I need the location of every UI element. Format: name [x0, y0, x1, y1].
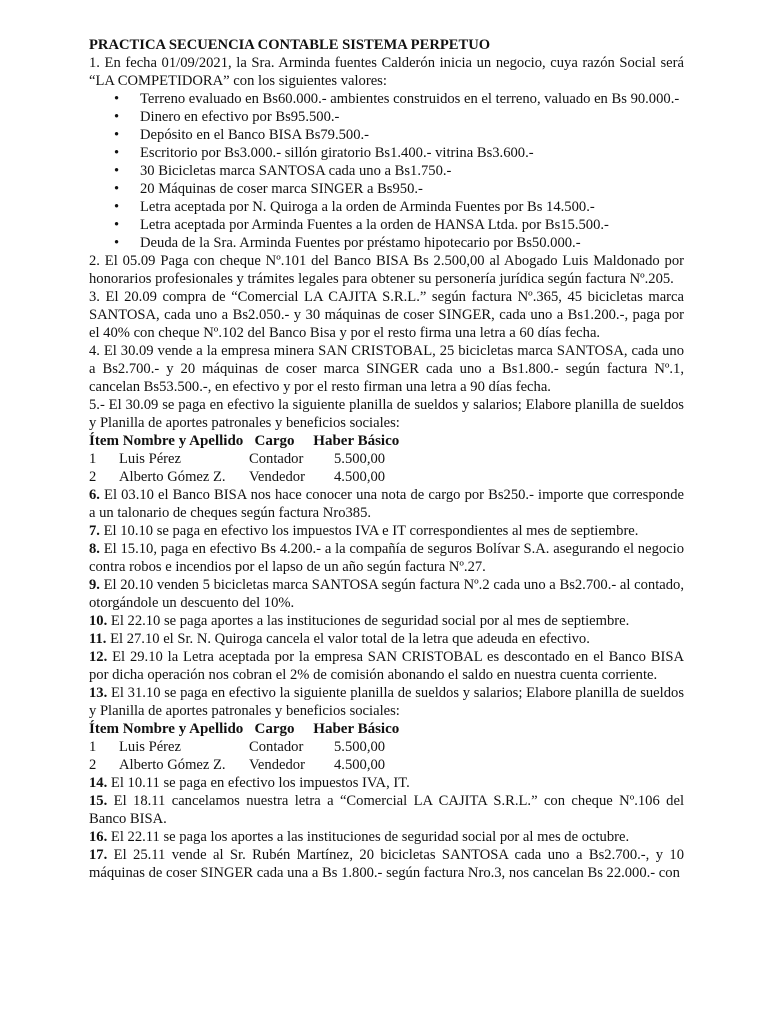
- paragraph-1: 1. En fecha 01/09/2021, la Sra. Arminda fuentes Calderón inicia un negocio, cuya razón Social será “LA COMPETIDORA” con los siguientes valores:: [89, 55, 684, 89]
- table-cell-item: 1: [89, 451, 97, 467]
- bullet-item: • Letra aceptada por Arminda Fuentes a la orden de HANSA Ltda. por Bs15.500.-: [114, 216, 684, 234]
- bullet-item: • Deuda de la Sra. Arminda Fuentes por préstamo hipotecario por Bs50.000.-: [114, 234, 684, 252]
- numbered-item: 6. El 03.10 el Banco BISA nos hace conocer una nota de cargo por Bs250.- importe que corresponde a un talonario de cheques según factura Nro385.: [89, 487, 684, 521]
- table-cell-name: Luis Pérez: [119, 739, 182, 755]
- table-cell-item: 1: [89, 739, 97, 755]
- table-cell-cargo: Contador: [249, 739, 304, 755]
- bullet-item: • Depósito en el Banco BISA Bs79.500.-: [114, 126, 684, 144]
- paragraph-4: 4. El 30.09 vende a la empresa minera SAN CRISTOBAL, 25 bicicletas marca SANTOSA, cada uno a Bs2.700.- y 20 máquinas de coser marca SINGER cada uno a Bs1.800.- según factura Nº.1, cancelan Bs53.500.-, en efectivo y por el resto firman una letra a 90 días fecha.: [89, 343, 684, 395]
- table-row: [89, 738, 684, 756]
- table-cell-name: Alberto Gómez Z.: [119, 757, 226, 773]
- numbered-item: 16. El 22.11 se paga los aportes a las instituciones de seguridad social por al mes de octubre.: [89, 829, 630, 845]
- numbered-item: 11. El 27.10 el Sr. N. Quiroga cancela el valor total de la letra que adeuda en efectivo.: [89, 631, 590, 647]
- table-cell-cargo: Vendedor: [249, 469, 305, 485]
- numbered-item: 9. El 20.10 venden 5 bicicletas marca SANTOSA según factura Nº.2 cada uno a Bs2.700.- al contado, otorgándole un descuento del 10%.: [89, 577, 684, 611]
- numbered-item: 8. El 15.10, paga en efectivo Bs 4.200.- a la compañía de seguros Bolívar S.A. asegurando el negocio contra robos e incendios por el lapso de un año según factura Nº.27.: [89, 541, 684, 575]
- numbered-item: 14. El 10.11 se paga en efectivo los impuestos IVA, IT.: [89, 775, 410, 791]
- paragraph-5: 5.- El 30.09 se paga en efectivo la siguiente planilla de sueldos y salarios; Elabore planilla de sueldos y Planilla de aportes patronales y beneficios sociales:: [89, 397, 684, 431]
- numbered-item: 15. El 18.11 cancelamos nuestra letra a “Comercial LA CAJITA S.R.L.” con cheque Nº.106 del Banco BISA.: [89, 793, 684, 827]
- numbered-item: 17. El 25.11 vende al Sr. Rubén Martínez, 20 bicicletas SANTOSA cada uno a Bs2.700.-, y 10 máquinas de coser SINGER cada una a Bs 1.800.- según factura Nro.3, nos cancelan Bs 22.000.- con: [89, 847, 684, 881]
- initial-assets-list: [89, 90, 684, 252]
- numbered-item: 10. El 22.10 se paga aportes a las instituciones de seguridad social por al mes de septiembre.: [89, 613, 630, 629]
- table-row: [89, 450, 684, 468]
- paragraph-2: 2. El 05.09 Paga con cheque Nº.101 del Banco BISA Bs 2.500,00 al Abogado Luis Maldonado por honorarios profesionales y trámites legales para obtener su personería jurídica según factura Nº.205.: [89, 253, 684, 287]
- document-title: PRACTICA SECUENCIA CONTABLE SISTEMA PERPETUO: [89, 37, 491, 53]
- table-cell-name: Luis Pérez: [119, 451, 182, 467]
- bullet-item: • Terreno evaluado en Bs60.000.- ambientes construidos en el terreno, valuado en Bs 90.000.-: [114, 90, 684, 108]
- table-cell-item: 2: [89, 757, 97, 773]
- table-cell-haber: 4.500,00: [334, 757, 386, 773]
- paragraph-3: 3. El 20.09 compra de “Comercial LA CAJITA S.R.L.” según factura Nº.365, 45 bicicletas marca SANTOSA, cada uno a Bs2.050.- y 30 máquinas de coser SINGER, cada uno a Bs1.200.-, paga por el 40% con cheque Nº.102 del Banco Bisa y por el resto firma una letra a 60 días fecha.: [89, 289, 684, 341]
- table-cell-cargo: Contador: [249, 451, 304, 467]
- table-row: [89, 468, 684, 486]
- table-cell-haber: 4.500,00: [334, 469, 386, 485]
- numbered-item: 7. El 10.10 se paga en efectivo los impuestos IVA e IT correspondientes al mes de septiembre.: [89, 523, 639, 539]
- table-cell-cargo: Vendedor: [249, 757, 305, 773]
- bullet-item: • 20 Máquinas de coser marca SINGER a Bs950.-: [114, 180, 684, 198]
- payroll-table-2-header: Ítem Nombre y Apellido Cargo Haber Básico: [89, 721, 400, 737]
- payroll-table-1-header: Ítem Nombre y Apellido Cargo Haber Básico: [89, 433, 400, 449]
- table-row: [89, 756, 684, 774]
- bullet-item: • Dinero en efectivo por Bs95.500.-: [114, 108, 684, 126]
- table-cell-name: Alberto Gómez Z.: [119, 469, 226, 485]
- bullet-item: • Escritorio por Bs3.000.- sillón giratorio Bs1.400.- vitrina Bs3.600.-: [114, 144, 684, 162]
- numbered-item: 12. El 29.10 la Letra aceptada por la empresa SAN CRISTOBAL es descontado en el Banco BISA por dicha operación nos cobran el 2% de comisión abonando el saldo en nuestra cuenta corriente.: [89, 649, 684, 683]
- table-cell-haber: 5.500,00: [334, 451, 386, 467]
- bullet-item: • 30 Bicicletas marca SANTOSA cada uno a Bs1.750.-: [114, 162, 684, 180]
- numbered-item: 13. El 31.10 se paga en efectivo la siguiente planilla de sueldos y salarios; Elabore planilla de sueldos y Planilla de aportes patronales y beneficios sociales:: [89, 685, 684, 719]
- bullet-item: • Letra aceptada por N. Quiroga a la orden de Arminda Fuentes por Bs 14.500.-: [114, 198, 684, 216]
- table-cell-item: 2: [89, 469, 97, 485]
- table-cell-haber: 5.500,00: [334, 739, 386, 755]
